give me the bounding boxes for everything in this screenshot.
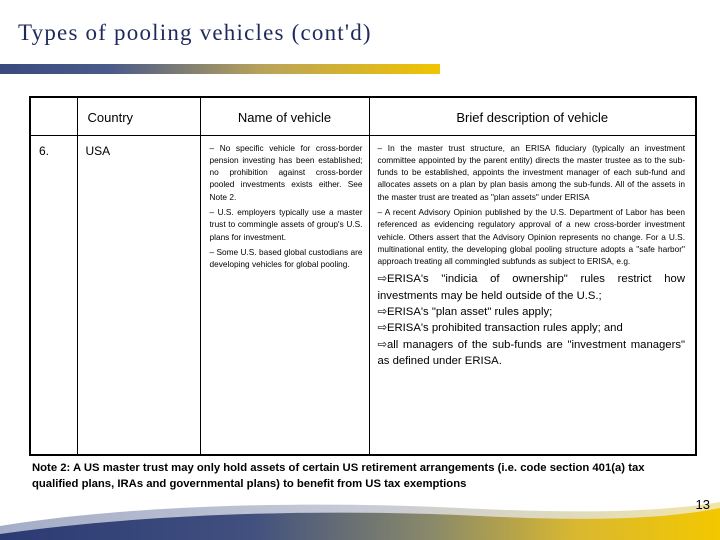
header-name-of-vehicle: Name of vehicle: [200, 97, 369, 135]
name-paragraph: – U.S. employers typically use a master trust to commingle assets of group's U.S. plans for investment.: [209, 206, 363, 242]
arrow-right-outline-icon: ⇨: [377, 306, 387, 319]
arrow-list-item: ⇨ERISA's "indicia of ownership" rules restrict how investments may be held outside of the U.S.;: [377, 273, 685, 302]
arrow-list-item: ⇨ERISA's prohibited transaction rules apply; and: [377, 322, 623, 335]
arrow-right-outline-icon: ⇨: [377, 273, 387, 286]
footnote: Note 2: A US master trust may only hold assets of certain US retirement arrangements (i.e. code section 401(a) tax qualified plans, IRAs and governmental plans) to benefit from US tax exemptions: [32, 462, 645, 490]
name-paragraph: – No specific vehicle for cross-border pension investing has been established; no prohibition against cross-border pooled investments exists either. See Note 2.: [209, 142, 363, 202]
row-number: 6.: [30, 135, 77, 455]
row-country: USA: [77, 135, 200, 455]
footer-wave-decoration: [0, 486, 720, 540]
header-country: Country: [77, 97, 200, 135]
slide-title: Types of pooling vehicles (cont'd): [18, 20, 372, 45]
arrow-list-item: ⇨ERISA's "plan asset" rules apply;: [377, 306, 553, 319]
desc-paragraph: – A recent Advisory Opinion published by the U.S. Department of Labor has been referenced as evidencing regulatory approval of a new cross-border investment vehicle. Others assert that the Advisory Opinion represents no change. For a U.S. multinational entity, the developing global pooling structure adopts a "safe harbor" approach treating all commingled subfunds as subject to ERISA, e.g.: [377, 206, 685, 267]
title-underline-bar: [0, 64, 440, 74]
row-description: [369, 135, 696, 455]
header-brief-description: Brief description of vehicle: [369, 97, 696, 135]
table-header-row: [30, 97, 696, 135]
row-name-of-vehicle: [200, 135, 369, 455]
vehicles-table: [29, 96, 697, 456]
arrow-right-outline-icon: ⇨: [377, 338, 387, 351]
name-paragraph: – Some U.S. based global custodians are developing vehicles for global pooling.: [209, 246, 363, 270]
arrow-list: [378, 271, 686, 369]
page-number: 13: [695, 497, 710, 512]
arrow-list-item: ⇨all managers of the sub-funds are "investment managers" as defined under ERISA.: [377, 338, 685, 367]
header-number: [30, 97, 77, 135]
arrow-right-outline-icon: ⇨: [377, 322, 387, 335]
desc-paragraph: – In the master trust structure, an ERISA fiduciary (typically an investment committee appointed by the parent entity) directs the master trustee as to the sub-funds to be established, appoints the investment manager of each sub-fund and allocates assets on a plan by plan basis among the sub-funds. All of the assets in the master trust are treated as "plan assets" under ERISA: [377, 142, 685, 202]
table-row: [30, 135, 696, 455]
